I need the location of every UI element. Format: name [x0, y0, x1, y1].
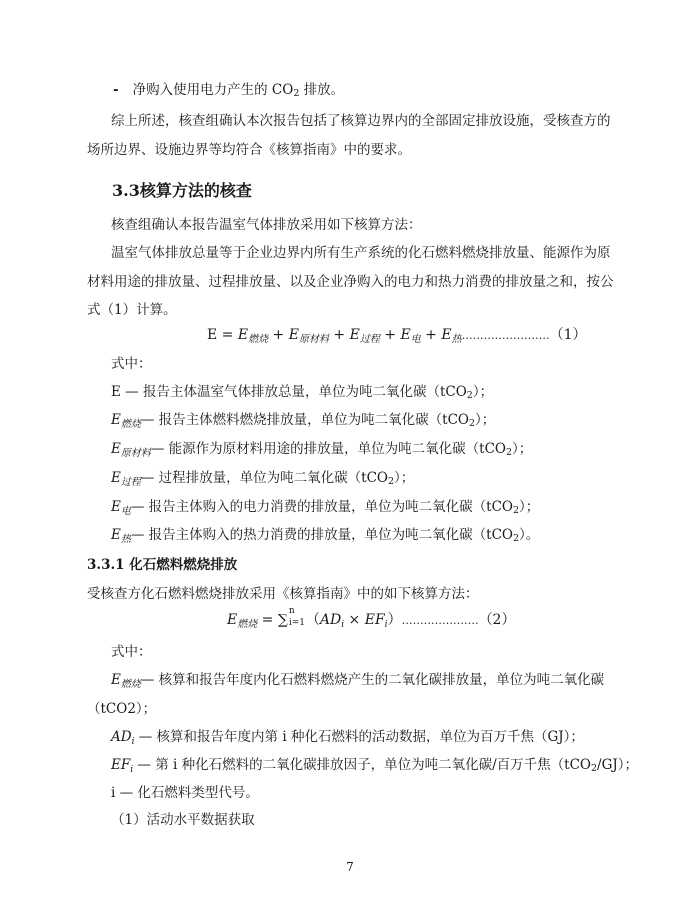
def-text: — 报告主体购入的电力消费的排放量，单位为吨二氧化碳（tCO [130, 499, 513, 515]
summation: = ∑ [257, 612, 288, 628]
definition-i: i — 化石燃料类型代号。 [111, 785, 259, 801]
def-symbol: E [111, 470, 121, 486]
var-e: E [441, 327, 452, 343]
subscript: 2 [387, 476, 395, 487]
def-symbol: E [111, 527, 121, 543]
intro-text: 核查组确认本报告温室气体排放采用如下核算方法： [111, 217, 422, 233]
def-text-end: ）； [472, 384, 494, 400]
def-text-end: ）； [394, 470, 415, 486]
var-ad: AD [319, 612, 342, 628]
var-e: E [349, 327, 360, 343]
plus: + [328, 327, 350, 343]
def-subscript: 燃烧 [120, 679, 141, 690]
list-item-1: （1）活动水平数据获取 [111, 812, 255, 828]
def-subscript: 燃烧 [120, 419, 141, 430]
def-subscript: 电 [120, 506, 131, 517]
formula-1 [207, 324, 587, 344]
plus: + [420, 327, 442, 343]
summary-line-1: 综上所述，核查组确认本次报告包括了核算边界内的全部固定排放设施，受核查方的 [111, 113, 611, 129]
section-heading-3-3: 3.3核算方法的核查 [112, 181, 252, 200]
bullet-text-end: 排放。 [299, 82, 345, 98]
var-e: E [227, 612, 238, 628]
var-e: E [288, 327, 299, 343]
definition-e-process [111, 466, 414, 486]
subscript: 2 [512, 505, 520, 516]
definition-e-raw-material [111, 437, 532, 457]
where-label-2: 式中： [111, 644, 152, 660]
def-symbol: E [111, 672, 121, 688]
def-subscript: 热 [120, 534, 131, 545]
leader-dots: …………………… [461, 329, 550, 342]
bullet-item [113, 78, 344, 98]
paren-open: （ [305, 612, 320, 628]
para-line-1: 温室气体排放总量等于企业边界内所有生产系统的化石燃料燃烧排放量、能源作为原 [111, 245, 611, 261]
def-text: — 报告主体燃料燃烧排放量，单位为吨二氧化碳（tCO [140, 412, 469, 428]
where-label-1: 式中： [111, 356, 152, 372]
subscript: 2 [293, 88, 300, 99]
def-text-end: ）； [475, 412, 496, 428]
sum-limits [288, 606, 306, 628]
bullet-marker: - [113, 82, 119, 98]
summary-line-2: 场所边界、设施边界等均符合《核算指南》中的要求。 [87, 142, 411, 158]
def-symbol: E [111, 412, 121, 428]
plus: + [379, 327, 401, 343]
def-text-end: ）。 [519, 527, 540, 543]
sub-electricity: 电 [410, 334, 421, 345]
definition-e-electricity [111, 495, 539, 515]
definition-e-combustion [111, 408, 495, 428]
para-line-3: 式（1）计算。 [87, 302, 177, 318]
sub-raw-material: 原材料 [298, 334, 329, 345]
definition-e-fossil-combustion [111, 668, 604, 688]
def-text: — 第 i 种化石燃料的二氧化碳排放因子，单位为吨二氧化碳/百万千焦（tCO [133, 757, 591, 773]
sub-heat: 热 [451, 334, 462, 345]
definition-e-total [111, 380, 493, 400]
section-heading-3-3-1: 3.3.1 化石燃料燃烧排放 [87, 557, 238, 573]
para-line-2: 材料用途的排放量、过程排放量、以及企业净购入的电力和热力消费的排放量之和，按公 [87, 274, 614, 290]
formula-number: （1） [549, 327, 587, 343]
def-subscript: i [131, 737, 135, 747]
sum-lower: i=1 [288, 618, 306, 628]
definition-e-heat [111, 523, 539, 543]
def-text: — 核算和报告年度内化石燃料燃烧产生的二氧化碳排放量，单位为吨二氧化碳 [140, 672, 605, 688]
definition-ad [111, 725, 584, 745]
sub-i: i [384, 620, 388, 630]
sub-i: i [341, 620, 345, 630]
def-symbol: EF [111, 757, 131, 773]
definition-e-fossil-cont: （tCO2）； [87, 701, 157, 717]
definition-ef [111, 753, 638, 773]
def-subscript: 过程 [120, 477, 141, 488]
page-number: 7 [346, 860, 354, 874]
sub-combustion: 燃烧 [237, 619, 258, 630]
sum-upper: n [288, 606, 295, 616]
formula-number: （2） [478, 612, 516, 628]
def-text: — 核算和报告年度内第 i 种化石燃料的活动数据，单位为百万千焦（GJ）； [134, 729, 584, 745]
subscript: 2 [466, 390, 473, 401]
leader-dots: ………………… [401, 614, 479, 627]
def-symbol: E [111, 384, 121, 400]
intro-text-2: 受核查方化石燃料燃烧排放采用《核算指南》中的如下核算方法： [87, 586, 479, 602]
subscript: 2 [505, 447, 513, 458]
def-text-end: ）； [512, 441, 533, 457]
plus: + [268, 327, 289, 343]
var-ef: EF [364, 612, 385, 628]
times: × [344, 612, 365, 628]
paren-close: ） [387, 612, 402, 628]
var-e: E [237, 327, 249, 343]
def-text: — 能源作为原材料用途的排放量，单位为吨二氧化碳（tCO [150, 441, 506, 457]
def-symbol: AD [111, 729, 132, 745]
def-symbol: E [111, 441, 121, 457]
def-text: — 过程排放量，单位为吨二氧化碳（tCO [140, 470, 388, 486]
def-symbol: E [111, 499, 121, 515]
sub-combustion: 燃烧 [248, 334, 269, 345]
subscript: 2 [512, 533, 520, 544]
var-e: E [400, 327, 411, 343]
bullet-text: 净购入使用电力产生的 CO [132, 82, 294, 98]
def-text-end: ）； [519, 499, 540, 515]
subscript: 2 [468, 418, 476, 429]
formula-lhs: E = [207, 327, 238, 343]
def-subscript: 原材料 [120, 448, 151, 459]
subscript: 2 [590, 763, 598, 774]
def-text: — 报告主体温室气体排放总量，单位为吨二氧化碳（tCO [125, 384, 467, 400]
def-text-end: /GJ）； [597, 757, 639, 773]
formula-2 [227, 606, 516, 630]
sub-process: 过程 [359, 334, 380, 345]
def-subscript: i [130, 765, 134, 775]
def-text: — 报告主体购入的热力消费的排放量，单位为吨二氧化碳（tCO [130, 527, 513, 543]
